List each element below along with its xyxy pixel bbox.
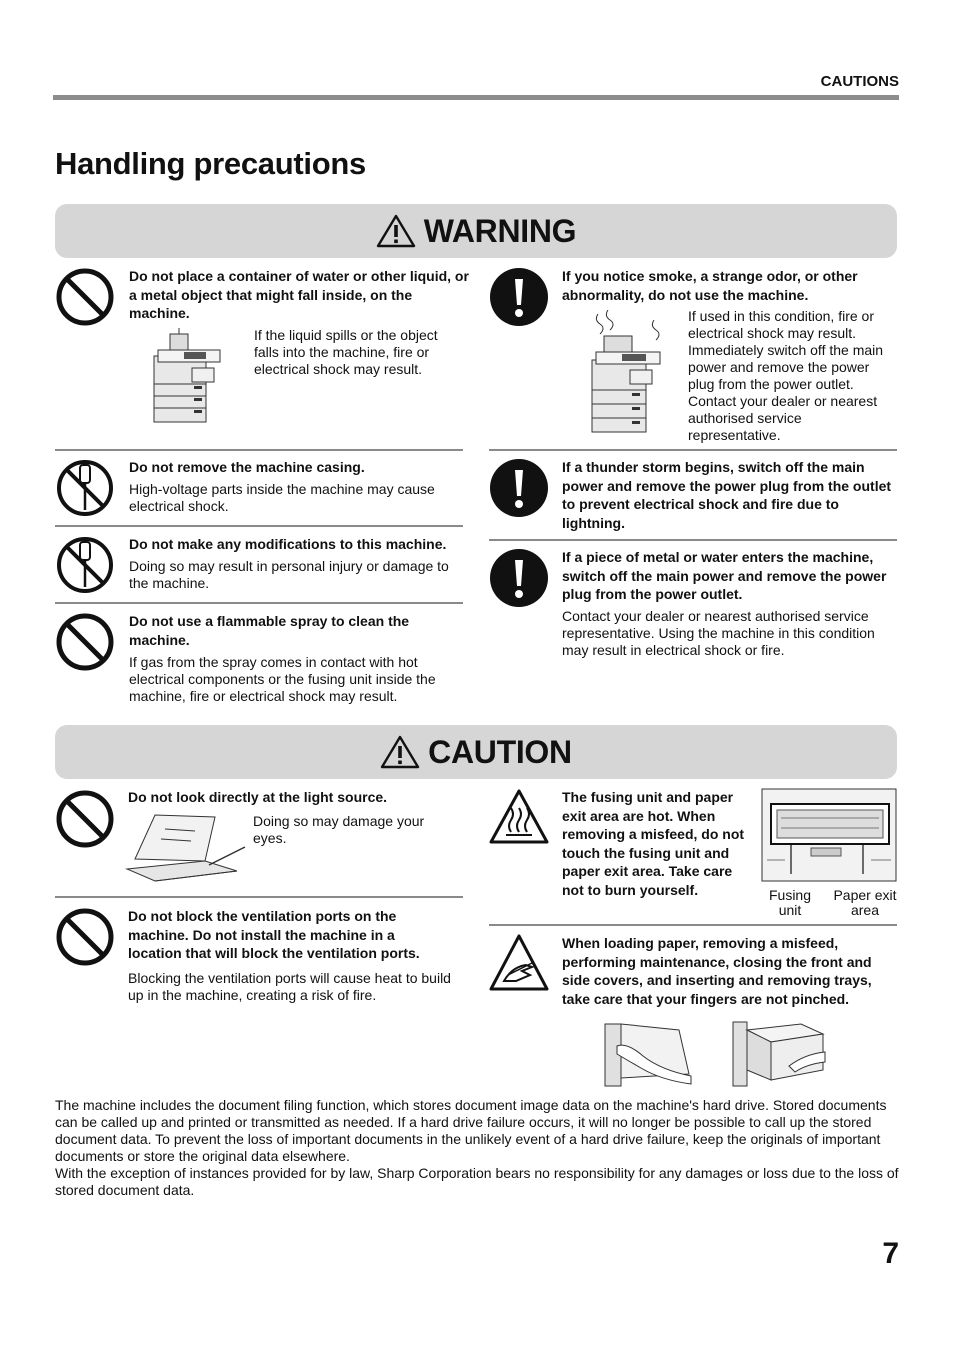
warning-right-1-body: If used in this condition, fire or electrical shock may result. Immediately switch off the main power and remove the power plug from the power outlet. Contact your dealer or nearest authorised service representative.: [688, 308, 884, 443]
hot-surface-icon: [488, 788, 550, 846]
warning-right-1-title: If you notice smoke, a strange odor, or other abnormality, do not use the machine.: [562, 268, 858, 303]
caution-banner: [55, 725, 897, 779]
caution-triangle-icon: [380, 735, 420, 769]
divider: [55, 896, 463, 898]
no-disassembly-icon: [55, 535, 115, 595]
mandatory-icon: [489, 267, 549, 327]
prohibited-icon: [55, 267, 115, 327]
caution-right-1-title: The fusing unit and paper exit area are hot. When removing a misfeed, do not touch the fusing unit and paper exit area. Take care not to burn yourself.: [562, 789, 745, 898]
warning-item-2-body: High-voltage parts inside the machine may cause electrical shock.: [129, 481, 435, 514]
warning-item-1-body: If the liquid spills or the object falls into the machine, fire or electrical shock may result.: [254, 327, 438, 377]
section-label: CAUTIONS: [820, 73, 899, 90]
divider: [489, 539, 897, 541]
warning-item-2-title: Do not remove the machine casing.: [129, 459, 365, 475]
prohibited-icon: [55, 789, 115, 849]
warning-banner: [55, 204, 897, 258]
divider: [55, 449, 463, 451]
warning-right-3-body: Contact your dealer or nearest authorised service representative. Using the machine in this condition may result in electrical shock or fire.: [562, 608, 875, 658]
fusing-unit-illustration: [761, 788, 897, 887]
header-rule: [53, 95, 899, 100]
caution-banner-label: CAUTION: [428, 733, 572, 770]
warning-item-3-body: Doing so may result in personal injury or damage to the machine.: [129, 558, 449, 591]
caution-right-2-title: When loading paper, removing a misfeed, performing maintenance, closing the front and side covers, and inserting and removing trays, take care that your fingers are not pinched.: [562, 935, 872, 1007]
no-disassembly-icon: [55, 458, 115, 518]
caution-item-2-body: Blocking the ventilation ports will cause heat to build up in the machine, creating a risk of fire.: [128, 970, 451, 1003]
copier-smoke-illustration: [584, 308, 668, 441]
mandatory-icon: [489, 458, 549, 518]
notice-paragraph: With the exception of instances provided for by law, Sharp Corporation bears no responsibility for any damages or loss due to the loss of stored document data.: [55, 1165, 899, 1198]
copier-liquid-illustration: [148, 326, 230, 431]
divider: [489, 924, 897, 926]
paper-exit-area-caption: Paper exit area: [833, 887, 897, 918]
prohibited-icon: [55, 907, 115, 967]
caution-item-1-title: Do not look directly at the light source.: [128, 789, 388, 805]
warning-right-3-title: If a piece of metal or water enters the machine, switch off the main power and remove the power plug from the power outlet.: [562, 549, 887, 602]
page-title: Handling precautions: [55, 146, 366, 181]
caution-item-1-body: Doing so may damage your eyes.: [253, 813, 425, 846]
scanner-glass-illustration: [125, 809, 250, 890]
warning-item-1-title: Do not place a container of water or other liquid, or a metal object that might fall inside, on the machine.: [129, 268, 469, 321]
divider: [489, 449, 897, 451]
mandatory-icon: [489, 548, 549, 608]
warning-right-2-title: If a thunder storm begins, switch off the main power and remove the power plug from the outlet to prevent electrical shock and fire due to lightning.: [562, 459, 892, 531]
front-cover-illustration: [603, 1020, 693, 1093]
fusing-unit-caption: Fusing unit: [768, 887, 812, 918]
page-number: 7: [882, 1237, 899, 1270]
caution-item-2-title: Do not block the ventilation ports on the machine. Do not install the machine in a location that will block the ventilation ports.: [128, 908, 420, 961]
warning-item-4-title: Do not use a flammable spray to clean the machine.: [129, 613, 410, 648]
paper-tray-illustration: [731, 1020, 827, 1093]
warning-item-3-title: Do not make any modifications to this machine.: [129, 536, 447, 552]
warning-triangle-icon: [376, 214, 416, 248]
document-filing-notice: [55, 1097, 900, 1199]
prohibited-icon: [55, 612, 115, 672]
notice-paragraph: The machine includes the document filing function, which stores document image data on the machine's hard drive. Stored documents can be called up and printed or transmitted as needed. If a hard drive failure occurs, it will no longer be possible to call up the stored document data. To prevent the loss of important documents in the unlikely event of a hard drive failure, keep the originals of important documents or store the original data elsewhere.: [55, 1097, 887, 1164]
warning-item-4-body: If gas from the spray comes in contact with hot electrical components or the fusing unit inside the machine, fire or electrical shock may result.: [129, 654, 436, 704]
divider: [55, 602, 463, 604]
divider: [55, 525, 463, 527]
pinch-hazard-icon: [488, 933, 550, 993]
warning-banner-label: WARNING: [423, 212, 577, 249]
